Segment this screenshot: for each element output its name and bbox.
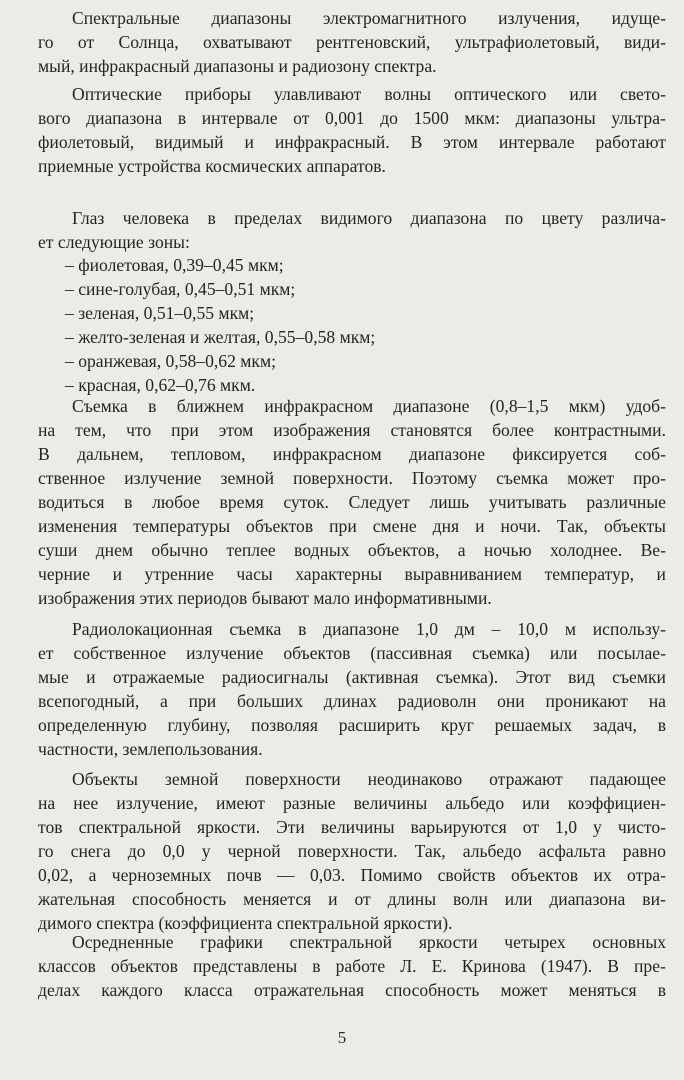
text-line: изменения температуры объектов при смене дня и ночи. Так, объекты — [38, 516, 666, 536]
text-line: на нее излучение, имеют разные величины альбедо или коэффициен- — [38, 793, 666, 813]
text-line: вого диапазона в интервале от 0,001 до 1500 мкм: диапазоны ультра- — [38, 108, 666, 128]
text-line: определенную глубину, позволяя расширить круг решаемых задач, в — [38, 715, 666, 735]
text-line: 0,02, а черноземных почв — 0,03. Помимо свойств объектов их отра- — [38, 865, 666, 885]
text-line: Объекты земной поверхности неодинаково отражают падающее — [72, 769, 666, 789]
text-line: изображения этих периодов бывают мало информативными. — [38, 588, 492, 608]
text-line: Радиолокационная съемка в диапазоне 1,0 дм – 10,0 м использу- — [72, 619, 666, 639]
text-line: всепогодный, а при больших длинах радиоволн они проникают на — [38, 691, 666, 711]
text-line: Спектральные диапазоны электромагнитного излучения, идуще- — [72, 8, 666, 28]
list-item: – желто-зеленая и желтая, 0,55–0,58 мкм; — [65, 327, 376, 347]
list-item: – зеленая, 0,51–0,55 мкм; — [65, 303, 255, 323]
text-line: го от Солнца, охватывают рентгеновский, ультрафиолетовый, види- — [38, 32, 666, 52]
text-line: ет собственное излучение объектов (пассивная съемка) или посылае- — [38, 643, 666, 663]
list-item: – красная, 0,62–0,76 мкм. — [65, 375, 256, 395]
page-number: 5 — [337, 1028, 347, 1047]
text-line: мые и отражаемые радиосигналы (активная съемка). Этот вид съемки — [38, 667, 666, 687]
text-line: суши днем обычно теплее водных объектов, а ночью холоднее. Ве- — [38, 540, 666, 560]
text-line: ственное излучение земной поверхности. Поэтому съемка может про- — [38, 468, 666, 488]
text-line: Оптические приборы улавливают волны оптического или свето- — [72, 84, 666, 104]
list-item: – сине-голубая, 0,45–0,51 мкм; — [65, 279, 296, 299]
text-line: В дальнем, тепловом, инфракрасном диапазоне фиксируется соб- — [38, 444, 666, 464]
text-line: черние и утренние часы характерны выравниванием температур, и — [38, 564, 666, 584]
text-line: частности, землепользования. — [38, 739, 263, 759]
text-line: фиолетовый, видимый и инфракрасный. В этом интервале работают — [38, 132, 666, 152]
text-line: делах каждого класса отражательная способность может меняться в — [38, 980, 666, 1000]
text-line: классов объектов представлены в работе Л. Е. Кринова (1947). В пре- — [38, 956, 666, 976]
text-line: на тем, что при этом изображения становятся более контрастными. — [38, 420, 666, 440]
text-line: го снега до 0,0 у черной поверхности. Так, альбедо асфальта равно — [38, 841, 666, 861]
text-line: Глаз человека в пределах видимого диапазона по цвету различа- — [72, 208, 666, 228]
text-line: мый, инфракрасный диапазоны и радиозону спектра. — [38, 56, 437, 76]
text-line: жательная способность меняется и от длины волн или диапазона ви- — [38, 889, 666, 909]
text-line: водиться в любое время суток. Следует лишь учитывать различные — [38, 492, 666, 512]
text-line: Осредненные графики спектральной яркости четырех основных — [72, 932, 666, 952]
text-line: тов спектральной яркости. Эти величины варьируются от 1,0 у чисто- — [38, 817, 666, 837]
list-item: – оранжевая, 0,58–0,62 мкм; — [65, 351, 276, 371]
text-line: ет следующие зоны: — [38, 232, 190, 252]
list-item: – фиолетовая, 0,39–0,45 мкм; — [65, 255, 284, 275]
text-line: приемные устройства космических аппаратов. — [38, 156, 386, 176]
text-line: Съемка в ближнем инфракрасном диапазоне (0,8–1,5 мкм) удоб- — [72, 396, 666, 416]
text-line: димого спектра (коэффициента спектральной яркости). — [38, 913, 453, 933]
